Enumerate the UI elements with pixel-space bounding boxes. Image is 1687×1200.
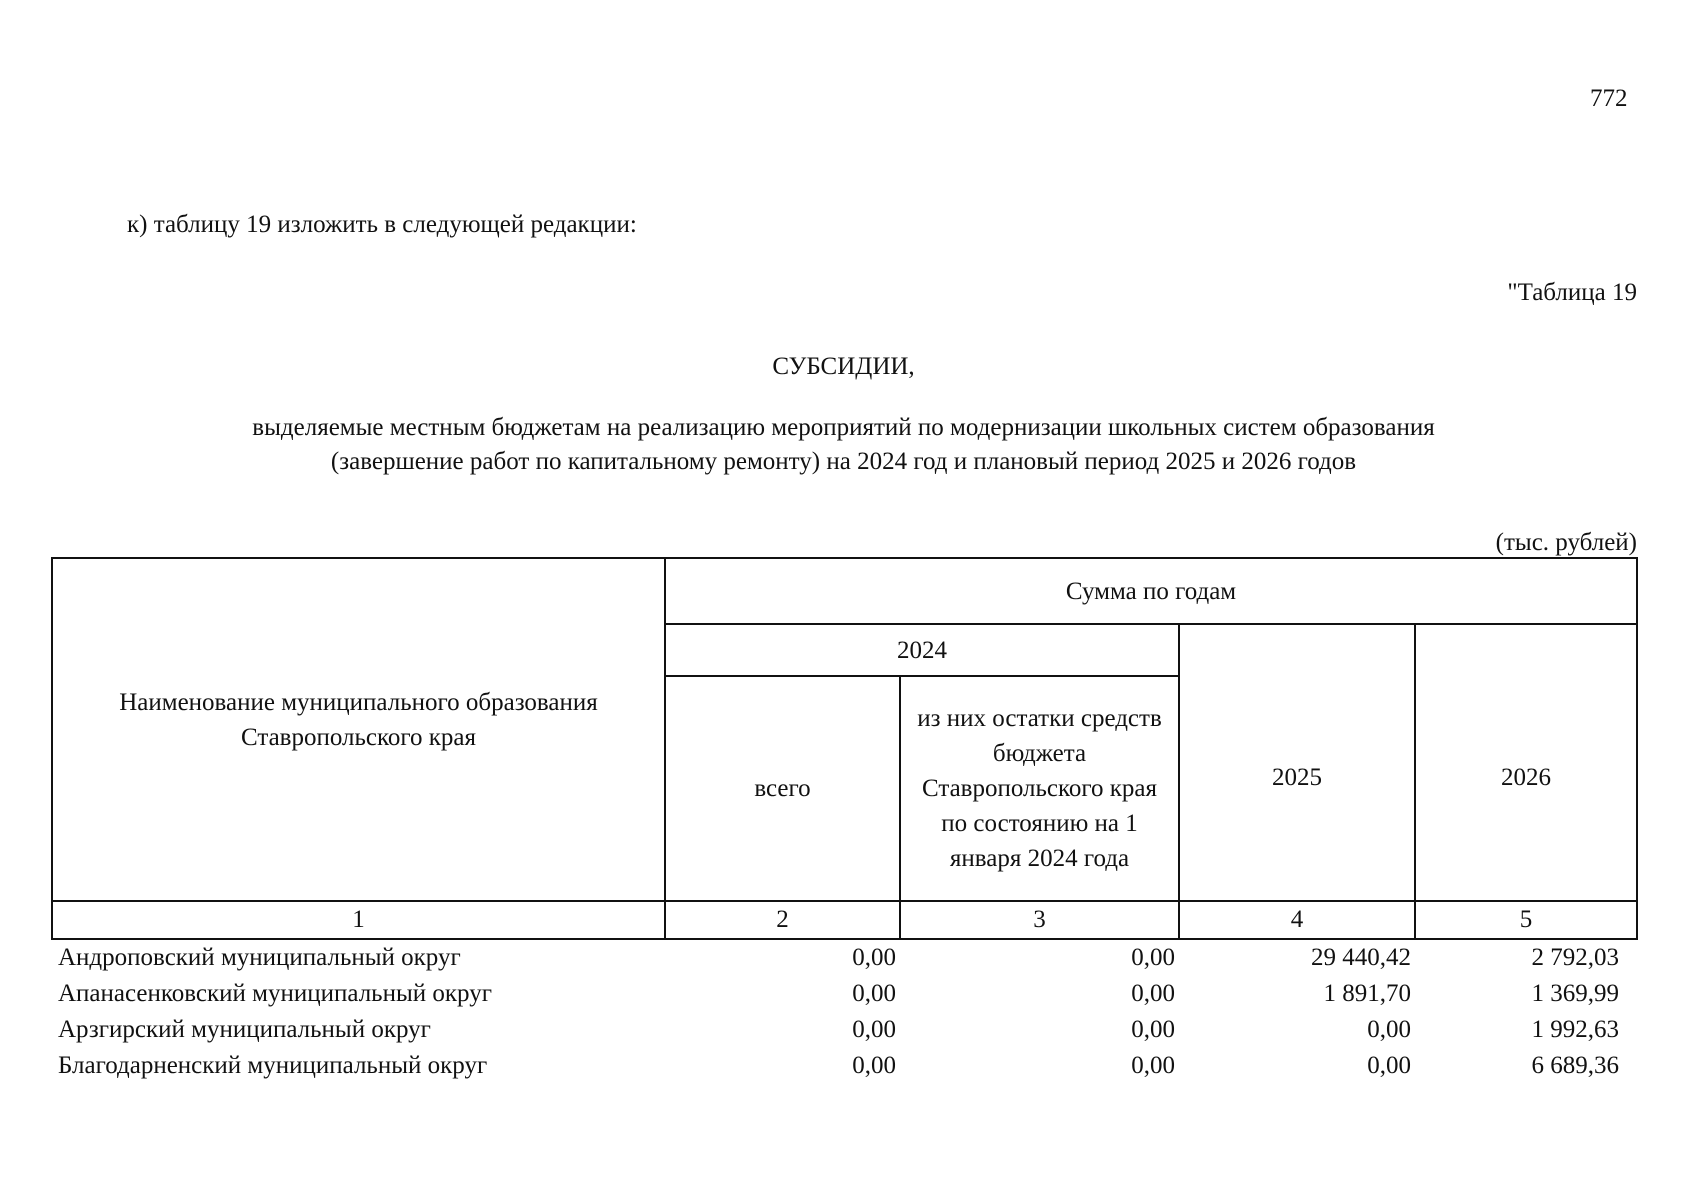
amount-2026-value: 6 689,36 xyxy=(1531,1052,1620,1079)
header-year-2024: 2024 xyxy=(665,624,1179,676)
remainder-2024-value: 0,00 xyxy=(1131,1016,1175,1043)
header-remainder-2024: из них остатки средств бюджета Ставропольского края по состоянию на 1 января 2024 года xyxy=(900,676,1179,901)
subsidies-table xyxy=(51,557,1638,1084)
header-municipality-name: Наименование муниципального образования Ставропольского края xyxy=(52,558,665,901)
header-year-2025: 2025 xyxy=(1179,624,1415,901)
total-2024-value: 0,00 xyxy=(852,980,896,1007)
subtitle-line-2: (завершение работ по капитальному ремонту) на 2024 год и плановый период 2025 и 2026 годов xyxy=(330,447,1357,475)
header-year-2026: 2026 xyxy=(1415,624,1637,901)
amount-2025-value: 0,00 xyxy=(1367,1052,1411,1079)
table-body xyxy=(52,939,1637,1084)
amount-2026-value: 1 369,99 xyxy=(1531,980,1620,1007)
remainder-2024-value: 0,00 xyxy=(1131,944,1175,971)
column-number-row xyxy=(52,901,1637,939)
units-label: (тыс. рублей) xyxy=(1495,529,1637,556)
column-number: 1 xyxy=(52,901,665,939)
municipality-name: Благодарненский муниципальный округ xyxy=(58,1052,488,1079)
column-number: 2 xyxy=(665,901,900,939)
municipality-name: Арзгирский муниципальный округ xyxy=(58,1016,431,1043)
document-title: СУБСИДИИ, xyxy=(772,353,915,380)
remainder-2024-value: 0,00 xyxy=(1131,1052,1175,1079)
page-number: 772 xyxy=(1590,85,1628,112)
municipality-name: Апанасенковский муниципальный округ xyxy=(58,980,492,1007)
table-header xyxy=(52,558,1637,939)
table-row xyxy=(52,939,1637,976)
table-row xyxy=(52,1012,1637,1048)
municipality-name: Андроповский муниципальный округ xyxy=(58,944,461,971)
remainder-2024-value: 0,00 xyxy=(1131,980,1175,1007)
amount-2025-value: 29 440,42 xyxy=(1311,944,1411,971)
amount-2025-value: 1 891,70 xyxy=(1323,980,1411,1007)
header-total-2024: всего xyxy=(665,676,900,901)
intro-line: к) таблицу 19 изложить в следующей редакции: xyxy=(127,211,637,238)
amount-2026-value: 2 792,03 xyxy=(1531,944,1620,971)
total-2024-value: 0,00 xyxy=(852,1052,896,1079)
column-number: 5 xyxy=(1415,901,1637,939)
total-2024-value: 0,00 xyxy=(852,944,896,971)
document-subtitle xyxy=(0,411,1687,479)
total-2024-value: 0,00 xyxy=(852,1016,896,1043)
table-row xyxy=(52,976,1637,1012)
column-number: 3 xyxy=(900,901,1179,939)
header-sum-by-years: Сумма по годам xyxy=(665,558,1637,624)
amount-2026-value: 1 992,63 xyxy=(1531,1016,1620,1043)
table-row xyxy=(52,1048,1637,1084)
amount-2025-value: 0,00 xyxy=(1367,1016,1411,1043)
table-label: "Таблица 19 xyxy=(1507,279,1637,306)
subtitle-line-1: выделяемые местным бюджетам на реализацию мероприятий по модернизации школьных систем образования xyxy=(252,414,1435,441)
column-number: 4 xyxy=(1179,901,1415,939)
